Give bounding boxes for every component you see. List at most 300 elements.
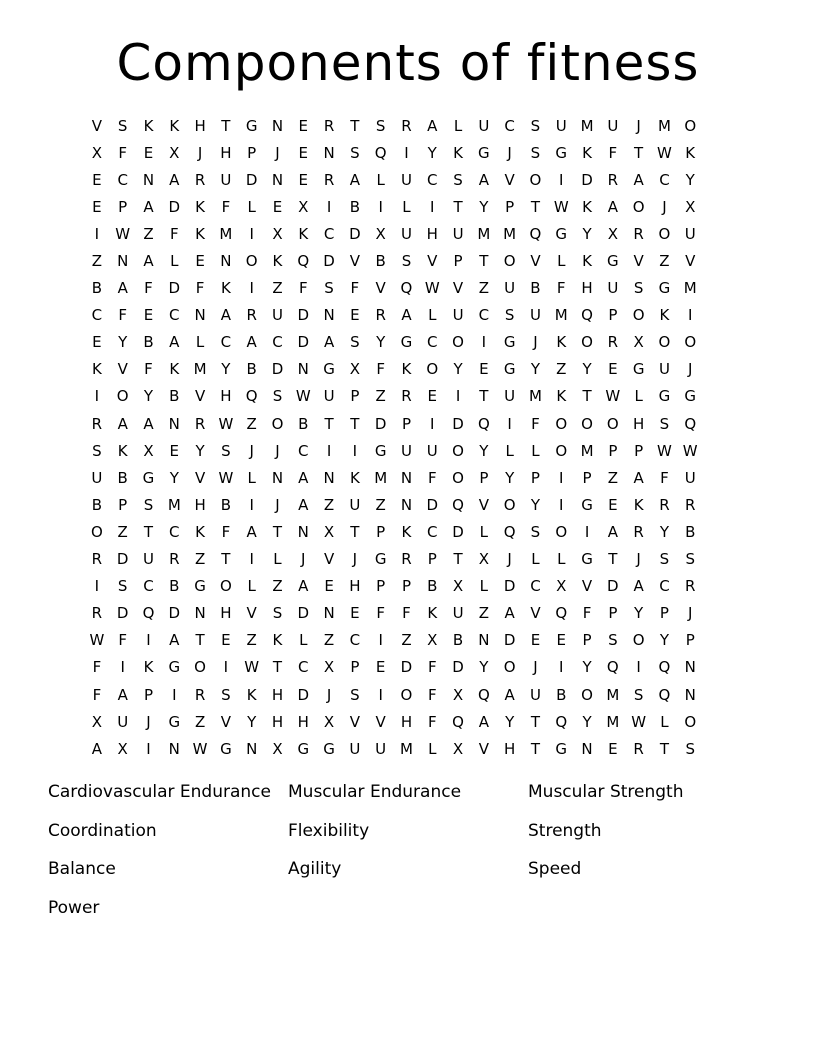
grid-letter: B	[452, 631, 464, 650]
grid-letter: W	[553, 197, 569, 216]
grid-letter: K	[272, 252, 283, 271]
grid-letter: I	[249, 224, 254, 243]
grid-letter: O	[245, 252, 258, 271]
grid-letter: I	[636, 658, 641, 677]
grid-letter: N	[271, 468, 284, 487]
grid-letter: I	[559, 658, 564, 677]
grid-letter: I	[172, 685, 177, 704]
grid-letter: W	[657, 143, 672, 162]
grid-letter: G	[297, 739, 310, 758]
grid-letter: M	[657, 116, 671, 135]
grid-letter: I	[559, 468, 564, 487]
grid-letter: X	[169, 143, 180, 162]
grid-letter: N	[142, 170, 155, 189]
grid-letter: B	[91, 495, 103, 514]
grid-letter: H	[297, 712, 309, 731]
grid-letter: Y	[376, 333, 386, 352]
grid-letter: L	[479, 522, 489, 541]
grid-letter: N	[581, 739, 593, 758]
grid-letter: S	[117, 116, 128, 135]
grid-letter: N	[323, 143, 335, 162]
grid-letter: L	[479, 577, 489, 596]
grid-letter: S	[453, 170, 463, 189]
grid-letter: D	[400, 658, 413, 677]
grid-letter: K	[169, 360, 180, 379]
grid-letter: D	[452, 658, 464, 677]
grid-letter: O	[452, 468, 464, 487]
grid-letter: B	[556, 685, 567, 704]
grid-letter: O	[503, 495, 516, 514]
grid-letter: X	[91, 712, 103, 731]
grid-letter: X	[556, 577, 567, 596]
grid-letter: G	[555, 143, 568, 162]
grid-letter: L	[247, 197, 256, 216]
grid-letter: F	[144, 360, 153, 379]
grid-letter: Q	[581, 306, 593, 325]
grid-letter: Y	[582, 658, 592, 677]
grid-letter: J	[688, 604, 693, 623]
grid-letter: S	[530, 143, 541, 162]
grid-letter: M	[606, 712, 620, 731]
grid-letter: P	[479, 468, 489, 487]
grid-letter: A	[633, 468, 644, 487]
grid-letter: K	[169, 116, 180, 135]
grid-letter: J	[301, 550, 306, 569]
grid-letter: L	[428, 306, 437, 325]
grid-letter: U	[375, 739, 387, 758]
grid-letter: E	[272, 197, 283, 216]
grid-letter: U	[658, 360, 670, 379]
grid-letter: H	[400, 712, 413, 731]
grid-letter: M	[580, 116, 594, 135]
grid-letter: A	[117, 685, 128, 704]
letter-grid	[84, 112, 703, 762]
grid-letter: M	[683, 279, 697, 298]
grid-letter: A	[323, 333, 335, 352]
grid-letter: U	[426, 441, 438, 460]
grid-letter: C	[427, 333, 438, 352]
grid-letter: S	[659, 414, 670, 433]
grid-letter: H	[426, 224, 438, 243]
grid-letter: Z	[323, 631, 335, 650]
grid-letter: E	[350, 604, 360, 623]
grid-letter: S	[221, 441, 231, 460]
grid-letter: C	[169, 306, 180, 325]
grid-letter: D	[607, 577, 619, 596]
grid-letter: Q	[374, 143, 387, 162]
grid-letter: I	[249, 550, 254, 569]
grid-letter: J	[275, 143, 280, 162]
grid-letter: A	[427, 116, 438, 135]
grid-letter: B	[117, 468, 128, 487]
grid-letter: E	[298, 170, 309, 189]
grid-letter: J	[507, 143, 512, 162]
grid-letter: S	[633, 685, 644, 704]
grid-letter: U	[504, 387, 516, 406]
grid-letter: V	[375, 712, 386, 731]
grid-letter: O	[116, 387, 129, 406]
grid-letter: I	[146, 739, 151, 758]
grid-letter: O	[555, 414, 568, 433]
grid-letter: K	[195, 197, 205, 216]
grid-letter: C	[427, 170, 438, 189]
grid-letter: X	[323, 712, 335, 731]
grid-letter: Z	[556, 360, 567, 379]
grid-letter: P	[401, 414, 411, 433]
grid-letter: I	[584, 522, 590, 541]
grid-letter: V	[117, 360, 128, 379]
grid-letter: P	[401, 577, 411, 596]
grid-letter: A	[504, 685, 515, 704]
grid-letter: U	[478, 116, 490, 135]
grid-letter: A	[117, 279, 128, 298]
grid-letter: Z	[272, 279, 283, 298]
grid-letter: Y	[479, 197, 489, 216]
grid-letter: L	[531, 441, 540, 460]
grid-letter: Q	[658, 685, 671, 704]
grid-letter: G	[555, 224, 568, 243]
grid-letter: I	[326, 197, 332, 216]
grid-letter: V	[504, 170, 515, 189]
grid-letter: B	[246, 360, 257, 379]
grid-letter: B	[530, 279, 541, 298]
grid-letter: S	[272, 604, 283, 623]
grid-letter: T	[221, 116, 231, 135]
grid-letter: W	[244, 658, 260, 677]
grid-letter: Q	[684, 414, 697, 433]
grid-letter: G	[632, 360, 645, 379]
grid-letter: F	[92, 685, 102, 704]
grid-letter: D	[426, 495, 439, 514]
grid-letter: I	[120, 658, 125, 677]
grid-letter: P	[376, 522, 386, 541]
grid-letter: Q	[477, 685, 490, 704]
grid-letter: G	[323, 739, 335, 758]
grid-letter: C	[169, 522, 180, 541]
grid-letter: S	[504, 306, 515, 325]
grid-letter: D	[245, 170, 258, 189]
grid-letter: U	[529, 306, 541, 325]
grid-letter: K	[349, 468, 360, 487]
grid-letter: B	[375, 252, 386, 271]
grid-letter: T	[350, 116, 360, 135]
grid-letter: L	[660, 712, 669, 731]
grid-letter: G	[555, 739, 568, 758]
grid-letter: F	[92, 658, 102, 677]
grid-letter: T	[608, 550, 618, 569]
grid-letter: P	[427, 550, 437, 569]
grid-letter: J	[662, 197, 667, 216]
grid-letter: T	[659, 739, 670, 758]
grid-letter: U	[529, 685, 541, 704]
grid-letter: X	[452, 577, 464, 596]
grid-letter: Q	[555, 604, 568, 623]
grid-letter: S	[401, 252, 412, 271]
grid-letter: F	[221, 197, 231, 216]
grid-letter: L	[453, 116, 463, 135]
grid-letter: R	[194, 414, 206, 433]
grid-letter: V	[349, 252, 360, 271]
grid-letter: I	[249, 495, 254, 514]
grid-letter: N	[297, 522, 309, 541]
grid-letter: I	[430, 197, 435, 216]
grid-letter: O	[503, 658, 516, 677]
grid-letter: Z	[375, 495, 386, 514]
grid-letter: A	[607, 522, 618, 541]
grid-letter: W	[89, 631, 105, 650]
grid-letter: L	[428, 739, 437, 758]
grid-letter: S	[659, 550, 670, 569]
grid-letter: L	[170, 252, 179, 271]
grid-letter: L	[273, 550, 282, 569]
grid-letter: D	[297, 333, 310, 352]
grid-letter: V	[685, 252, 696, 271]
grid-letter: U	[684, 224, 696, 243]
grid-letter: L	[247, 468, 256, 487]
grid-letter: S	[143, 495, 154, 514]
grid-letter: K	[685, 143, 696, 162]
grid-letter: Y	[659, 631, 670, 650]
grid-letter: M	[374, 468, 388, 487]
grid-letter: M	[167, 495, 181, 514]
grid-letter: G	[323, 360, 335, 379]
grid-letter: Z	[246, 414, 257, 433]
grid-letter: A	[246, 333, 257, 352]
grid-letter: J	[275, 495, 280, 514]
grid-letter: H	[220, 143, 232, 162]
grid-letter: T	[350, 522, 360, 541]
grid-letter: K	[582, 143, 592, 162]
grid-letter: Y	[530, 495, 541, 514]
grid-letter: S	[608, 631, 618, 650]
grid-letter: I	[455, 387, 461, 406]
grid-letter: T	[530, 739, 541, 758]
grid-letter: O	[658, 333, 671, 352]
grid-letter: J	[352, 550, 358, 569]
grid-letter: I	[378, 685, 383, 704]
grid-letter: R	[685, 495, 696, 514]
grid-letter: K	[298, 224, 309, 243]
grid-letter: R	[91, 604, 103, 623]
grid-letter: T	[272, 658, 283, 677]
grid-letter: B	[427, 577, 438, 596]
grid-letter: H	[220, 604, 232, 623]
grid-letter: Z	[143, 224, 154, 243]
grid-letter: F	[118, 143, 128, 162]
grid-letter: F	[556, 279, 566, 298]
grid-letter: Q	[658, 658, 671, 677]
grid-letter: C	[530, 577, 541, 596]
grid-letter: Z	[607, 468, 618, 487]
grid-letter: J	[636, 116, 641, 135]
grid-letter: M	[219, 224, 233, 243]
grid-letter: J	[249, 441, 254, 460]
grid-letter: E	[479, 360, 489, 379]
grid-letter: X	[633, 333, 644, 352]
grid-letter: W	[424, 279, 440, 298]
grid-letter: E	[221, 631, 231, 650]
grid-letter: Y	[582, 712, 592, 731]
grid-letter: O	[452, 441, 464, 460]
grid-letter: C	[143, 577, 154, 596]
grid-letter: V	[349, 712, 360, 731]
grid-letter: V	[194, 387, 206, 406]
grid-letter: V	[452, 279, 464, 298]
grid-letter: A	[298, 468, 309, 487]
grid-letter: M	[554, 306, 568, 325]
grid-letter: X	[298, 197, 309, 216]
grid-letter: X	[607, 224, 618, 243]
grid-letter: W	[295, 387, 311, 406]
grid-letter: O	[684, 333, 697, 352]
grid-letter: R	[194, 170, 206, 189]
grid-letter: R	[607, 170, 619, 189]
grid-letter: C	[298, 441, 309, 460]
grid-letter: A	[117, 414, 128, 433]
grid-letter: D	[581, 170, 593, 189]
grid-letter: L	[557, 550, 566, 569]
grid-letter: U	[452, 306, 464, 325]
grid-letter: M	[606, 685, 620, 704]
grid-letter: P	[143, 685, 154, 704]
grid-letter: E	[324, 577, 334, 596]
grid-letter: K	[582, 252, 592, 271]
grid-letter: O	[452, 333, 464, 352]
grid-letter: T	[530, 712, 541, 731]
grid-letter: V	[530, 604, 541, 623]
grid-letter: B	[220, 495, 232, 514]
grid-letter: Q	[555, 712, 568, 731]
grid-letter: N	[194, 604, 206, 623]
grid-letter: T	[453, 197, 463, 216]
grid-letter: U	[323, 387, 335, 406]
grid-letter: A	[298, 577, 309, 596]
grid-letter: U	[555, 116, 567, 135]
grid-letter: X	[117, 739, 128, 758]
grid-letter: K	[195, 522, 205, 541]
grid-letter: X	[349, 360, 360, 379]
grid-letter: V	[530, 252, 541, 271]
grid-letter: X	[478, 550, 489, 569]
grid-letter: F	[427, 712, 437, 731]
grid-letter: W	[657, 441, 672, 460]
grid-letter: Z	[194, 550, 206, 569]
grid-letter: U	[143, 550, 154, 569]
grid-letter: D	[297, 306, 310, 325]
grid-letter: A	[169, 333, 180, 352]
grid-letter: H	[632, 414, 645, 433]
grid-letter: X	[452, 739, 464, 758]
grid-letter: R	[633, 739, 644, 758]
grid-letter: E	[169, 441, 180, 460]
grid-letter: E	[143, 143, 154, 162]
grid-letter: P	[608, 604, 618, 623]
grid-letter: Y	[634, 604, 644, 623]
grid-letter: G	[607, 252, 619, 271]
grid-letter: O	[194, 658, 206, 677]
grid-letter: V	[91, 116, 103, 135]
grid-letter: X	[323, 658, 335, 677]
word-list-item: Balance	[48, 859, 116, 879]
grid-letter: M	[193, 360, 207, 379]
grid-letter: A	[143, 414, 154, 433]
grid-letter: U	[452, 224, 464, 243]
grid-letter: H	[349, 577, 361, 596]
grid-letter: F	[118, 306, 128, 325]
grid-letter: P	[685, 631, 695, 650]
grid-letter: A	[91, 739, 103, 758]
grid-letter: P	[505, 197, 515, 216]
grid-letter: D	[116, 604, 129, 623]
grid-letter: Q	[400, 279, 413, 298]
grid-letter: K	[117, 441, 128, 460]
grid-letter: Y	[118, 333, 128, 352]
grid-letter: T	[634, 143, 644, 162]
grid-letter: G	[220, 739, 232, 758]
grid-letter: L	[247, 577, 256, 596]
grid-letter: H	[271, 712, 284, 731]
grid-letter: Y	[143, 387, 154, 406]
grid-letter: R	[323, 170, 335, 189]
grid-letter: X	[272, 224, 283, 243]
grid-letter: D	[349, 224, 361, 243]
grid-letter: X	[272, 739, 283, 758]
grid-letter: F	[221, 522, 231, 541]
grid-letter: Z	[375, 387, 386, 406]
grid-letter: X	[375, 224, 386, 243]
grid-letter: I	[146, 631, 151, 650]
grid-letter: G	[168, 658, 181, 677]
grid-letter: O	[503, 252, 516, 271]
grid-letter: E	[92, 333, 102, 352]
grid-letter: K	[143, 658, 154, 677]
grid-letter: Q	[297, 252, 310, 271]
grid-letter: A	[246, 522, 257, 541]
grid-letter: O	[90, 522, 103, 541]
grid-letter: F	[660, 468, 669, 487]
grid-letter: B	[91, 279, 103, 298]
grid-letter: M	[528, 387, 542, 406]
grid-letter: I	[688, 306, 693, 325]
grid-letter: E	[608, 739, 618, 758]
grid-letter: D	[168, 279, 181, 298]
grid-letter: O	[400, 685, 413, 704]
grid-letter: D	[323, 252, 335, 271]
grid-letter: V	[478, 495, 489, 514]
grid-letter: I	[326, 441, 332, 460]
grid-letter: S	[221, 685, 231, 704]
grid-letter: U	[400, 441, 412, 460]
grid-letter: T	[350, 414, 360, 433]
grid-letter: B	[143, 333, 154, 352]
grid-letter: I	[94, 387, 100, 406]
grid-letter: P	[582, 468, 592, 487]
grid-letter: C	[298, 658, 309, 677]
grid-letter: I	[94, 224, 100, 243]
grid-letter: A	[478, 170, 489, 189]
grid-letter: G	[245, 116, 258, 135]
grid-letter: D	[168, 604, 181, 623]
grid-letter: F	[298, 279, 308, 298]
grid-letter: A	[607, 197, 618, 216]
grid-letter: G	[194, 577, 206, 596]
grid-letter: V	[478, 739, 489, 758]
grid-letter: U	[504, 279, 516, 298]
word-list-item: Power	[48, 897, 100, 918]
grid-letter: E	[92, 170, 102, 189]
grid-letter: P	[530, 468, 540, 487]
grid-letter: F	[195, 279, 205, 298]
